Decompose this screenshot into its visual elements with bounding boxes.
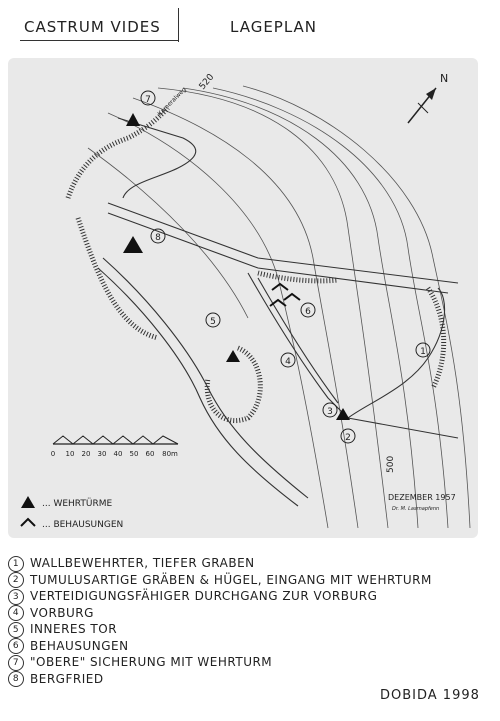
site-marker-5: 5 xyxy=(210,317,216,327)
contour-lines xyxy=(88,86,470,528)
legend-number: 1 xyxy=(8,556,24,572)
legend-text: BERGFRIED xyxy=(30,671,104,686)
tower-icon xyxy=(21,496,35,508)
legend-text: "OBERE" SICHERUNG MIT WEHRTURM xyxy=(30,655,273,669)
legend xyxy=(8,555,488,687)
site-marker-4: 4 xyxy=(285,357,291,367)
site-plan-map xyxy=(8,58,478,538)
map-title: CASTRUM VIDES xyxy=(24,18,161,36)
legend-number: 7 xyxy=(8,655,24,671)
legend-item xyxy=(8,588,488,605)
site-marker-3: 3 xyxy=(327,407,333,417)
legend-text: INNERES TOR xyxy=(30,622,118,636)
road-label: Kameralweg xyxy=(156,86,188,118)
north-arrow-icon xyxy=(408,88,436,123)
legend-item xyxy=(8,621,488,638)
scale-bar xyxy=(53,436,178,444)
site-marker-6: 6 xyxy=(305,307,311,317)
legend-item xyxy=(8,671,488,688)
site-marker-7: 7 xyxy=(145,95,151,105)
scale-tick: 20 xyxy=(81,450,91,458)
map-subtitle: LAGEPLAN xyxy=(230,18,318,36)
legend-number: 5 xyxy=(8,622,24,638)
site-marker-1: 1 xyxy=(420,347,426,357)
legend-text: BEHAUSUNGEN xyxy=(30,638,129,653)
legend-number: 2 xyxy=(8,572,24,588)
tower-icon xyxy=(336,408,350,420)
author-signature: DOBIDA 1998 xyxy=(380,688,480,703)
scale-tick: 10 xyxy=(65,450,75,458)
legend-item xyxy=(8,654,488,671)
legend-item xyxy=(8,605,488,622)
legend-item xyxy=(8,555,488,572)
scale-tick: 0 xyxy=(50,450,56,458)
scale-tick: 50 xyxy=(129,450,139,458)
site-marker-8: 8 xyxy=(155,233,161,243)
scale-tick-labels xyxy=(51,450,178,458)
date-stamp: DEZEMBER 1957 xyxy=(388,493,456,502)
legend-number: 4 xyxy=(8,605,24,621)
scale-tick: 40 xyxy=(113,450,123,458)
title-divider xyxy=(178,8,179,42)
map-key xyxy=(21,496,123,530)
paths xyxy=(98,118,458,506)
title-underline xyxy=(20,40,178,41)
legend-number: 8 xyxy=(8,671,24,687)
north-label: N xyxy=(440,72,449,85)
legend-text: VORBURG xyxy=(30,605,94,620)
legend-number: 3 xyxy=(8,589,24,605)
legend-text: WALLBEWEHRTER, TIEFER GRABEN xyxy=(30,556,255,570)
tower-icon xyxy=(123,236,143,253)
ramparts xyxy=(68,108,444,421)
date-stamp-author: Dr. M. Lasrnapfenn xyxy=(392,506,440,512)
legend-item xyxy=(8,638,488,655)
dwelling-icon xyxy=(21,519,35,526)
key-tower-label: ... WEHRTÜRME xyxy=(42,499,113,509)
tower-icon xyxy=(126,113,140,126)
legend-text: TUMULUSARTIGE GRÄBEN & HÜGEL, EINGANG MIT WEHRTURM xyxy=(30,572,432,587)
site-marker-2: 2 xyxy=(345,433,351,443)
key-dwelling-label: ... BEHAUSUNGEN xyxy=(42,520,124,530)
scale-tick: 30 xyxy=(97,450,107,458)
contour-label-500: 500 xyxy=(386,455,396,473)
scale-tick: 80m xyxy=(162,450,178,458)
legend-number: 6 xyxy=(8,638,24,654)
scale-tick: 60 xyxy=(145,450,155,458)
contour-label-520: 520 xyxy=(197,72,217,92)
legend-item xyxy=(8,572,488,589)
tower-icon xyxy=(226,350,240,362)
legend-text: VERTEIDIGUNGSFÄHIGER DURCHGANG ZUR VORBURG xyxy=(30,589,378,603)
dwelling-icon xyxy=(284,294,300,300)
site-markers xyxy=(123,91,430,443)
